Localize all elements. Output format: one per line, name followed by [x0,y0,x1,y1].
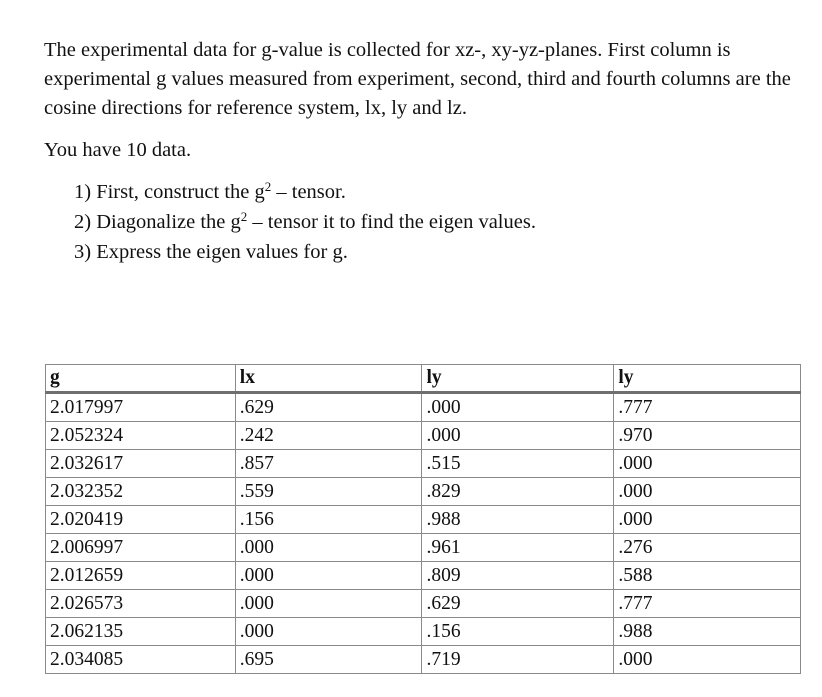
table-cell: .156 [422,618,614,646]
task-superscript: 2 [240,208,248,224]
table-row [46,618,801,646]
data-count-line: You have 10 data. [44,139,192,161]
table-cell: .629 [235,393,422,422]
table-cell: 2.032617 [46,450,236,478]
table-cell: .000 [235,618,422,646]
task-text-end: – tensor. [271,181,346,203]
table-row [46,590,801,618]
table-cell: .961 [422,534,614,562]
table-cell: 2.034085 [46,646,236,674]
table-cell: .777 [614,590,801,618]
task-text: 3) Express the eigen values for g. [74,241,348,263]
task-item [74,177,536,207]
column-header-lx: lx [235,365,422,393]
column-header-g: g [46,365,236,393]
table-row [46,506,801,534]
table-cell: .000 [614,506,801,534]
table-cell: 2.062135 [46,618,236,646]
table-cell: .000 [614,478,801,506]
table-cell: .000 [235,590,422,618]
table-row [46,478,801,506]
table-cell: .588 [614,562,801,590]
table-cell: .000 [422,422,614,450]
table-cell: .829 [422,478,614,506]
table-cell: .629 [422,590,614,618]
table-cell: .000 [235,562,422,590]
table-cell: 2.020419 [46,506,236,534]
table-header-row [46,365,801,393]
table-cell: 2.032352 [46,478,236,506]
table-cell: .988 [614,618,801,646]
table-cell: .242 [235,422,422,450]
table-cell: 2.052324 [46,422,236,450]
table-row [46,534,801,562]
table-cell: 2.012659 [46,562,236,590]
table-row [46,422,801,450]
table-cell: .156 [235,506,422,534]
table-row [46,562,801,590]
g-value-data-table [45,364,801,674]
table-cell: 2.017997 [46,393,236,422]
table-cell: 2.006997 [46,534,236,562]
intro-paragraph: The experimental data for g-value is collected for xz-, xy-yz-planes. First column is experimental g values measured from experiment, second, third and fourth columns are the cosine directions for reference system, lx, ly and lz. [44,39,791,119]
table-cell: .000 [614,450,801,478]
table-cell: .809 [422,562,614,590]
table-cell: .857 [235,450,422,478]
table-cell: 2.026573 [46,590,236,618]
task-text: 2) Diagonalize the g [74,211,241,233]
table-cell: .000 [614,646,801,674]
column-header-fourth: ly [614,365,801,393]
table-cell: .000 [422,393,614,422]
table-cell: .515 [422,450,614,478]
task-list [74,177,536,267]
table-cell: .695 [235,646,422,674]
column-header-ly: ly [422,365,614,393]
table-cell: .559 [235,478,422,506]
table-cell: .276 [614,534,801,562]
task-text: 1) First, construct the g [74,181,265,203]
table-cell: .000 [235,534,422,562]
table-row [46,646,801,674]
table-cell: .777 [614,393,801,422]
table-cell: .719 [422,646,614,674]
task-item [74,237,536,267]
task-text-end: – tensor it to find the eigen values. [247,211,536,233]
table-cell: .988 [422,506,614,534]
table-row [46,450,801,478]
task-superscript: 2 [264,178,272,194]
table-cell: .970 [614,422,801,450]
task-item [74,207,536,237]
table-row [46,393,801,422]
